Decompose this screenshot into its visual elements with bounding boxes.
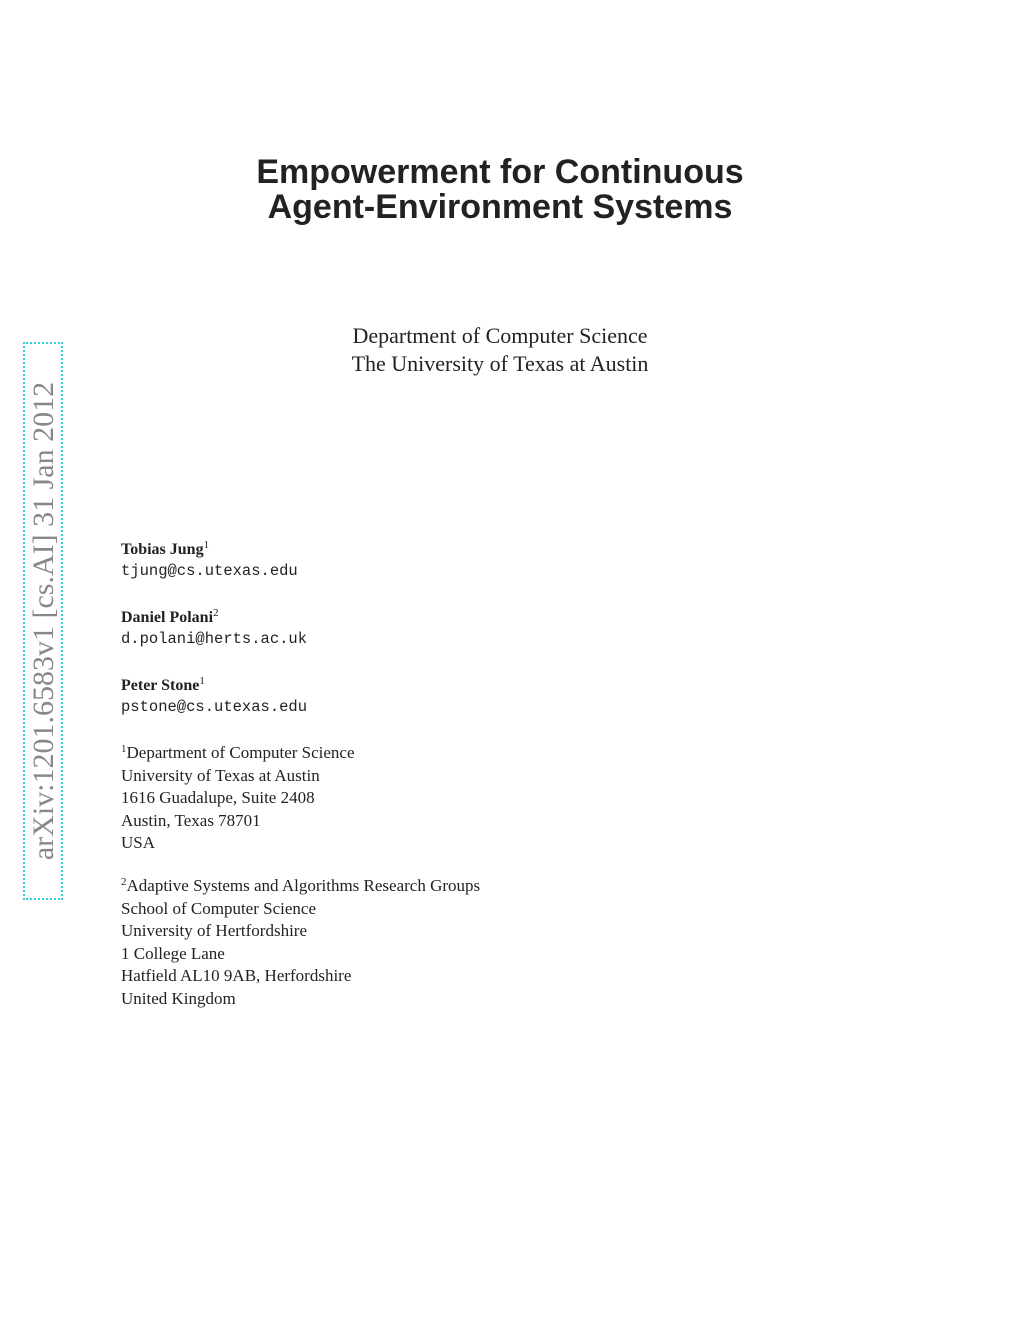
author-name — [121, 608, 307, 628]
affiliation-block — [121, 875, 480, 1011]
author-entry — [121, 676, 307, 744]
author-affil-mark: 1 — [199, 675, 205, 687]
author-name-text: Peter Stone — [121, 677, 200, 694]
author-email[interactable]: tjung@cs.utexas.edu — [121, 562, 298, 580]
arxiv-stamp-container — [23, 342, 63, 900]
affiliation-mark: 1 — [121, 743, 127, 755]
author-affil-mark: 1 — [203, 539, 210, 551]
author-email[interactable]: d.polani@herts.ac.uk — [121, 630, 308, 648]
affiliation-line: University of Hertfordshire — [121, 921, 308, 941]
author-name — [121, 676, 307, 696]
affiliation-line-text: Department of Computer Science — [126, 743, 355, 762]
department-line-2: The University of Texas at Austin — [351, 351, 649, 376]
author-list — [121, 540, 307, 744]
affiliation-line — [121, 875, 480, 898]
author-name-text: Tobias Jung — [121, 541, 204, 558]
author-affil-mark: 2 — [213, 607, 219, 619]
author-name-text: Daniel Polani — [121, 609, 214, 626]
affiliation-line — [121, 742, 355, 765]
department-line-1: Department of Computer Science — [352, 323, 648, 348]
affiliation-block — [121, 742, 355, 855]
affiliation-line-text: Adaptive Systems and Algorithms Research Groups — [126, 876, 481, 895]
affiliation-line: United Kingdom — [121, 988, 236, 1008]
affiliation-line: 1 College Lane — [121, 943, 225, 963]
author-name — [121, 540, 307, 560]
affiliation-line: University of Texas at Austin — [121, 765, 320, 785]
author-entry — [121, 540, 307, 608]
affiliation-line: 1616 Guadalupe, Suite 2408 — [121, 788, 315, 808]
arxiv-stamp[interactable]: arXiv:1201.6583v1 [cs.AI] 31 Jan 2012 — [23, 342, 63, 900]
paper-title-line-2: Agent-Environment Systems — [267, 188, 733, 226]
author-entry — [121, 608, 307, 676]
affiliation-line: USA — [121, 833, 156, 853]
affiliation-line: School of Computer Science — [121, 898, 316, 918]
affiliation-line: Austin, Texas 78701 — [121, 810, 261, 830]
affiliation-line: Hatfield AL10 9AB, Herfordshire — [121, 966, 352, 986]
paper-title-line-1: Empowerment for Continuous — [256, 153, 744, 191]
affiliation-mark: 2 — [121, 876, 127, 888]
author-email[interactable]: pstone@cs.utexas.edu — [121, 698, 308, 716]
